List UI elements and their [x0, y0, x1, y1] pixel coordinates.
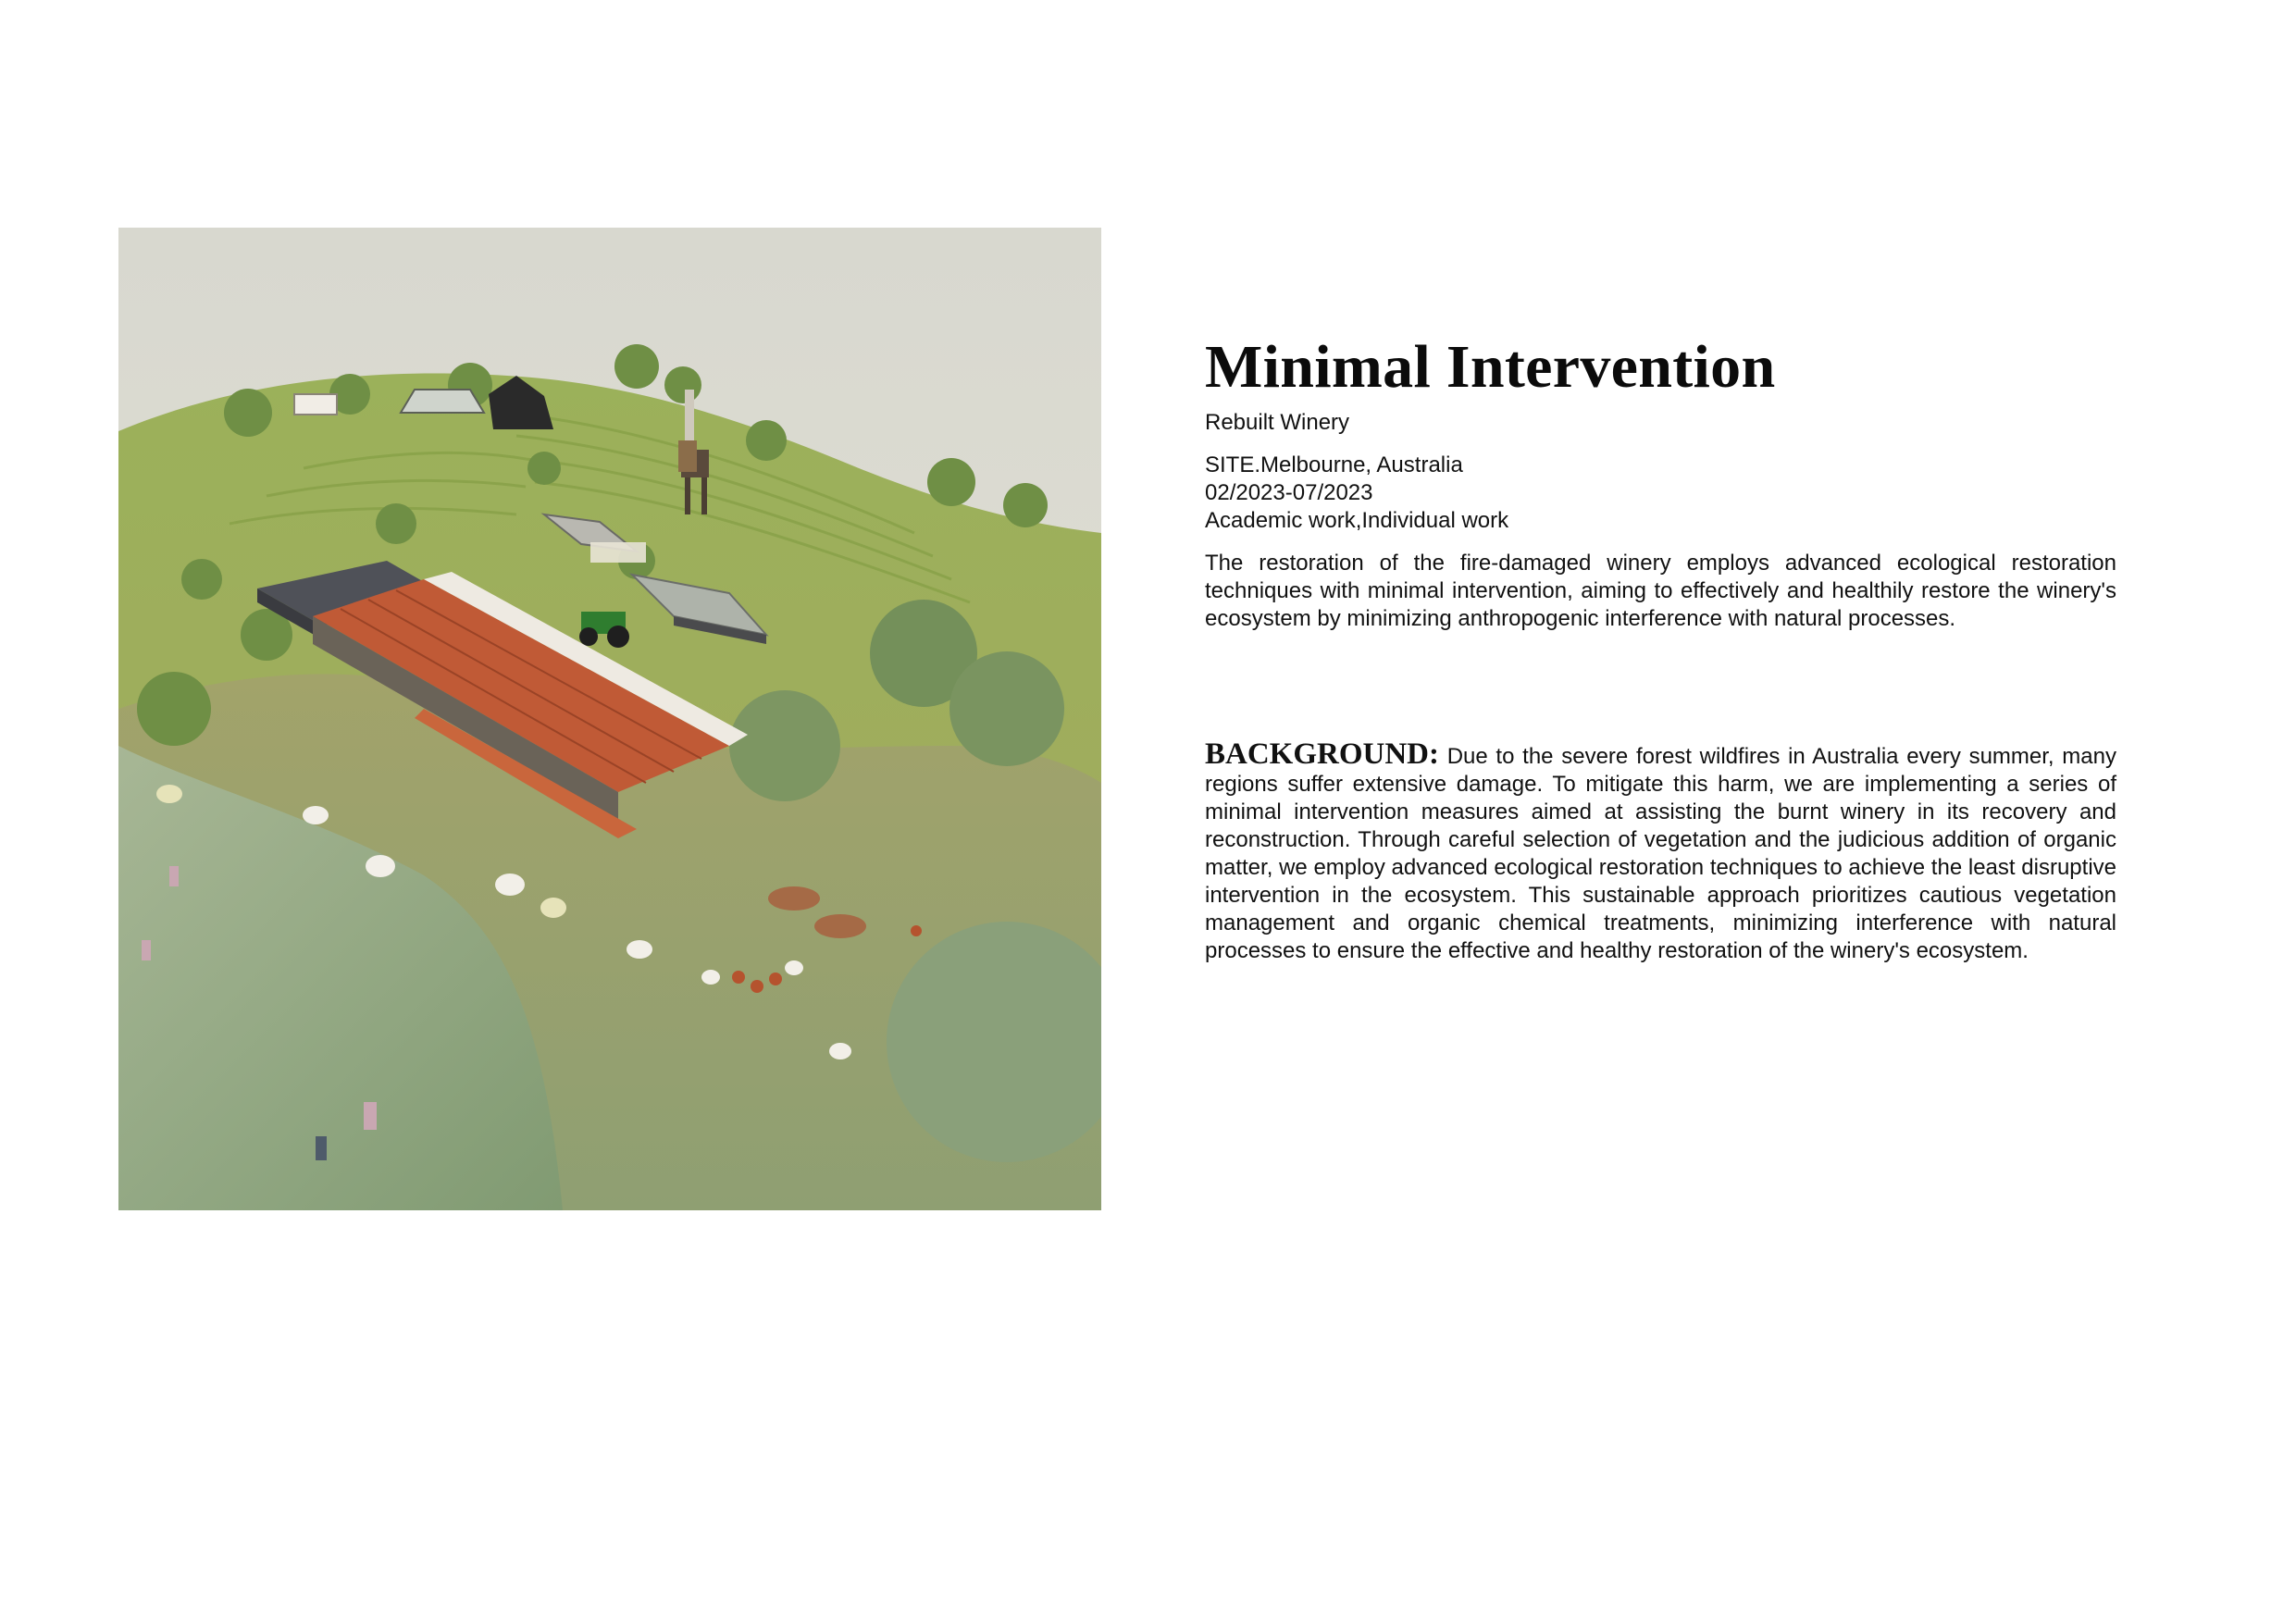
background-label: BACKGROUND:	[1205, 737, 1439, 771]
work-type-line: Academic work,Individual work	[1205, 508, 1509, 533]
date-line: 02/2023-07/2023	[1205, 480, 1373, 505]
project-title: Minimal Intervention	[1205, 333, 1776, 401]
project-meta	[1205, 452, 2116, 535]
background-text: Due to the severe forest wildfires in Australia every summer, many regions suffer extensive damage. To mitigate this harm, we are implementing a series of minimal intervention measures aimed at assisting the burnt winery in its recovery and reconstruction. Through careful selection of vegetation and the judicious addition of organic matter, we employ advanced ecological restoration techniques to achieve the least disruptive intervention in the ecosystem. This sustainable approach prioritizes cautious vegetation management and organic chemical treatments, minimizing interference with natural processes to ensure the effective and healthy restoration of the winery's ecosystem.	[1205, 744, 2116, 963]
project-info	[1205, 333, 2116, 987]
aerial-illustration	[118, 228, 1101, 1210]
background-paragraph	[1205, 737, 2116, 965]
winery-aerial-render	[118, 228, 1101, 1210]
project-subtitle: Rebuilt Winery	[1205, 410, 1350, 435]
project-description: The restoration of the fire-damaged winery employs advanced ecological restoration techniques with minimal intervention, aiming to effectively and healthily restore the winery's ecosystem by minimizing anthropogenic interference with natural processes.	[1205, 551, 2116, 631]
site-line: SITE.Melbourne, Australia	[1205, 452, 1463, 477]
